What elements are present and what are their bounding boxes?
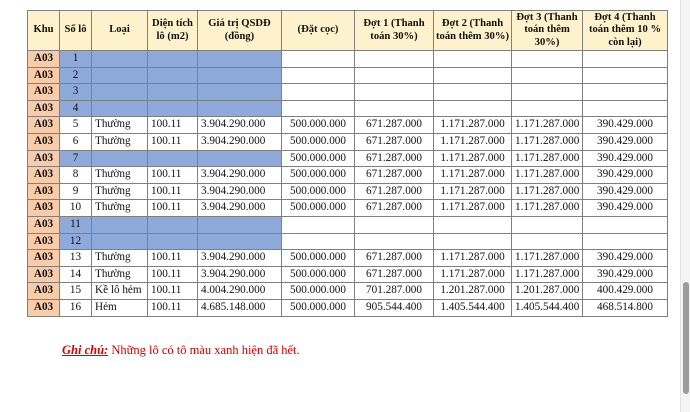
cell-gia-tri: 3.904.290.000 <box>198 167 282 184</box>
table-row <box>28 51 668 68</box>
cell-loai: Hẻm <box>92 299 148 316</box>
header-so-lo: Số lô <box>60 11 92 51</box>
cell-loai: Kề lô hẻm <box>92 283 148 300</box>
cell-dot4 <box>583 233 668 250</box>
cell-gia-tri: 3.904.290.000 <box>198 200 282 217</box>
header-dot-2: Đợt 2 (Thanh toán thêm 30%) <box>434 11 512 51</box>
table-body <box>28 51 668 317</box>
cell-dot3 <box>512 216 583 233</box>
cell-dien-tich <box>148 84 198 101</box>
cell-gia-tri <box>198 51 282 68</box>
cell-khu: A03 <box>28 266 60 283</box>
cell-dot2: 1.171.287.000 <box>434 200 512 217</box>
table-row <box>28 250 668 267</box>
table-row <box>28 167 668 184</box>
cell-dot1: 671.287.000 <box>355 117 434 134</box>
cell-dot4 <box>583 84 668 101</box>
cell-gia-tri <box>198 67 282 84</box>
cell-dot4: 400.429.000 <box>583 283 668 300</box>
cell-khu: A03 <box>28 150 60 167</box>
cell-so-lo: 11 <box>60 216 92 233</box>
header-khu: Khu <box>28 11 60 51</box>
cell-loai <box>92 100 148 117</box>
cell-dot3 <box>512 67 583 84</box>
cell-khu: A03 <box>28 250 60 267</box>
cell-loai: Thường <box>92 250 148 267</box>
footnote-label: Ghi chú: <box>62 343 109 357</box>
cell-gia-tri: 3.904.290.000 <box>198 250 282 267</box>
cell-dat-coc: 500.000.000 <box>282 183 355 200</box>
cell-dot3: 1.171.287.000 <box>512 117 583 134</box>
cell-khu: A03 <box>28 216 60 233</box>
table-row <box>28 266 668 283</box>
cell-dien-tich <box>148 67 198 84</box>
cell-dien-tich <box>148 150 198 167</box>
cell-dat-coc: 500.000.000 <box>282 266 355 283</box>
cell-dat-coc <box>282 67 355 84</box>
cell-dien-tich <box>148 216 198 233</box>
cell-dot4: 390.429.000 <box>583 117 668 134</box>
cell-dat-coc: 500.000.000 <box>282 250 355 267</box>
cell-khu: A03 <box>28 133 60 150</box>
cell-dot2 <box>434 84 512 101</box>
cell-so-lo: 12 <box>60 233 92 250</box>
cell-dat-coc: 500.000.000 <box>282 117 355 134</box>
cell-dot2: 1.171.287.000 <box>434 150 512 167</box>
cell-dien-tich: 100.11 <box>148 299 198 316</box>
footnote <box>62 343 300 358</box>
table-row <box>28 299 668 316</box>
cell-dot3: 1.171.287.000 <box>512 183 583 200</box>
cell-gia-tri: 4.685.148.000 <box>198 299 282 316</box>
cell-so-lo: 5 <box>60 117 92 134</box>
cell-khu: A03 <box>28 233 60 250</box>
cell-so-lo: 3 <box>60 84 92 101</box>
vertical-scrollbar[interactable] <box>680 0 690 412</box>
cell-dot1: 701.287.000 <box>355 283 434 300</box>
cell-dot2: 1.405.544.400 <box>434 299 512 316</box>
cell-so-lo: 1 <box>60 51 92 68</box>
cell-so-lo: 10 <box>60 200 92 217</box>
cell-so-lo: 13 <box>60 250 92 267</box>
cell-khu: A03 <box>28 67 60 84</box>
cell-dot2: 1.171.287.000 <box>434 266 512 283</box>
cell-dot4: 390.429.000 <box>583 183 668 200</box>
cell-dot3 <box>512 100 583 117</box>
cell-dot1 <box>355 216 434 233</box>
cell-dien-tich: 100.11 <box>148 200 198 217</box>
cell-dot2: 1.201.287.000 <box>434 283 512 300</box>
cell-dot1: 671.287.000 <box>355 200 434 217</box>
cell-dot3 <box>512 51 583 68</box>
cell-dot3: 1.171.287.000 <box>512 167 583 184</box>
cell-dot1: 671.287.000 <box>355 150 434 167</box>
cell-so-lo: 14 <box>60 266 92 283</box>
table-row <box>28 100 668 117</box>
cell-dot4: 390.429.000 <box>583 150 668 167</box>
cell-dot1 <box>355 51 434 68</box>
header-dat-coc: (Đặt cọc) <box>282 11 355 51</box>
cell-dat-coc <box>282 51 355 68</box>
cell-loai <box>92 51 148 68</box>
cell-dot1: 671.287.000 <box>355 266 434 283</box>
table-row <box>28 283 668 300</box>
cell-dot3: 1.171.287.000 <box>512 266 583 283</box>
cell-dot4: 390.429.000 <box>583 250 668 267</box>
table-row <box>28 183 668 200</box>
table-header-row <box>28 11 668 51</box>
cell-dot2: 1.171.287.000 <box>434 117 512 134</box>
cell-khu: A03 <box>28 200 60 217</box>
scrollbar-thumb[interactable] <box>683 282 689 394</box>
header-loai: Loại <box>92 11 148 51</box>
table-row <box>28 200 668 217</box>
cell-dot1: 671.287.000 <box>355 250 434 267</box>
cell-dot2: 1.171.287.000 <box>434 250 512 267</box>
cell-dat-coc <box>282 216 355 233</box>
cell-dat-coc: 500.000.000 <box>282 133 355 150</box>
cell-dot3: 1.171.287.000 <box>512 200 583 217</box>
cell-dat-coc: 500.000.000 <box>282 283 355 300</box>
table-row <box>28 117 668 134</box>
cell-gia-tri: 3.904.290.000 <box>198 133 282 150</box>
table-row <box>28 133 668 150</box>
cell-gia-tri <box>198 216 282 233</box>
cell-loai: Thường <box>92 266 148 283</box>
cell-so-lo: 9 <box>60 183 92 200</box>
header-dien-tich: Diện tích lô (m2) <box>148 11 198 51</box>
cell-loai <box>92 216 148 233</box>
cell-dot3: 1.171.287.000 <box>512 250 583 267</box>
cell-dot3: 1.201.287.000 <box>512 283 583 300</box>
cell-khu: A03 <box>28 84 60 101</box>
cell-dot1: 671.287.000 <box>355 183 434 200</box>
table-row <box>28 84 668 101</box>
cell-loai <box>92 233 148 250</box>
cell-dot1: 671.287.000 <box>355 133 434 150</box>
cell-dien-tich: 100.11 <box>148 167 198 184</box>
table-row <box>28 150 668 167</box>
cell-dot2: 1.171.287.000 <box>434 183 512 200</box>
cell-gia-tri <box>198 233 282 250</box>
cell-dot2 <box>434 100 512 117</box>
cell-loai <box>92 84 148 101</box>
cell-loai <box>92 150 148 167</box>
cell-dot2 <box>434 67 512 84</box>
cell-so-lo: 2 <box>60 67 92 84</box>
cell-dot1 <box>355 233 434 250</box>
table-row <box>28 216 668 233</box>
cell-dot1 <box>355 100 434 117</box>
cell-dat-coc <box>282 84 355 101</box>
cell-dot2 <box>434 51 512 68</box>
cell-dot4: 390.429.000 <box>583 133 668 150</box>
cell-dot1 <box>355 67 434 84</box>
cell-so-lo: 7 <box>60 150 92 167</box>
header-dot-1: Đợt 1 (Thanh toán 30%) <box>355 11 434 51</box>
cell-dot2: 1.171.287.000 <box>434 133 512 150</box>
cell-gia-tri: 3.904.290.000 <box>198 266 282 283</box>
cell-khu: A03 <box>28 283 60 300</box>
cell-dat-coc: 500.000.000 <box>282 299 355 316</box>
cell-dot1: 671.287.000 <box>355 167 434 184</box>
cell-loai: Thường <box>92 200 148 217</box>
cell-gia-tri <box>198 84 282 101</box>
cell-dien-tich <box>148 233 198 250</box>
cell-dot4 <box>583 100 668 117</box>
cell-dat-coc: 500.000.000 <box>282 167 355 184</box>
cell-gia-tri <box>198 150 282 167</box>
cell-loai: Thường <box>92 133 148 150</box>
table-row <box>28 233 668 250</box>
cell-gia-tri: 3.904.290.000 <box>198 183 282 200</box>
cell-gia-tri: 4.004.290.000 <box>198 283 282 300</box>
cell-dot2 <box>434 216 512 233</box>
cell-khu: A03 <box>28 183 60 200</box>
cell-dat-coc <box>282 100 355 117</box>
cell-dien-tich <box>148 51 198 68</box>
cell-dot4: 390.429.000 <box>583 167 668 184</box>
cell-dot1 <box>355 84 434 101</box>
cell-so-lo: 16 <box>60 299 92 316</box>
cell-khu: A03 <box>28 167 60 184</box>
lot-price-table <box>27 10 668 317</box>
cell-dot4 <box>583 51 668 68</box>
cell-dat-coc: 500.000.000 <box>282 150 355 167</box>
cell-dot3: 1.171.287.000 <box>512 150 583 167</box>
cell-dot4: 468.514.800 <box>583 299 668 316</box>
cell-so-lo: 6 <box>60 133 92 150</box>
cell-dot4 <box>583 67 668 84</box>
cell-dien-tich: 100.11 <box>148 283 198 300</box>
cell-gia-tri <box>198 100 282 117</box>
cell-dot4: 390.429.000 <box>583 200 668 217</box>
cell-gia-tri: 3.904.290.000 <box>198 117 282 134</box>
cell-dot4 <box>583 216 668 233</box>
header-dot-4: Đợt 4 (Thanh toán thêm 10 % còn lại) <box>583 11 668 51</box>
footnote-text: Những lô có tô màu xanh hiện đã hết. <box>108 343 300 357</box>
cell-dot1: 905.544.400 <box>355 299 434 316</box>
header-dot-3: Đợt 3 (Thanh toán thêm 30%) <box>512 11 583 51</box>
cell-khu: A03 <box>28 51 60 68</box>
cell-dot3: 1.171.287.000 <box>512 133 583 150</box>
cell-dot2 <box>434 233 512 250</box>
cell-loai: Thường <box>92 183 148 200</box>
cell-dot2: 1.171.287.000 <box>434 167 512 184</box>
cell-dat-coc: 500.000.000 <box>282 200 355 217</box>
cell-dien-tich <box>148 100 198 117</box>
cell-khu: A03 <box>28 117 60 134</box>
cell-dien-tich: 100.11 <box>148 250 198 267</box>
cell-loai <box>92 67 148 84</box>
cell-so-lo: 15 <box>60 283 92 300</box>
cell-dat-coc <box>282 233 355 250</box>
cell-loai: Thường <box>92 117 148 134</box>
cell-khu: A03 <box>28 100 60 117</box>
cell-dot3 <box>512 233 583 250</box>
cell-so-lo: 4 <box>60 100 92 117</box>
table-row <box>28 67 668 84</box>
cell-so-lo: 8 <box>60 167 92 184</box>
cell-dien-tich: 100.11 <box>148 133 198 150</box>
cell-dot3: 1.405.544.400 <box>512 299 583 316</box>
cell-dot4: 390.429.000 <box>583 266 668 283</box>
header-gia-tri: Giá trị QSDĐ (đồng) <box>198 11 282 51</box>
cell-dien-tich: 100.11 <box>148 266 198 283</box>
cell-dien-tich: 100.11 <box>148 183 198 200</box>
cell-loai: Thường <box>92 167 148 184</box>
cell-dot3 <box>512 84 583 101</box>
cell-dien-tich: 100.11 <box>148 117 198 134</box>
cell-khu: A03 <box>28 299 60 316</box>
